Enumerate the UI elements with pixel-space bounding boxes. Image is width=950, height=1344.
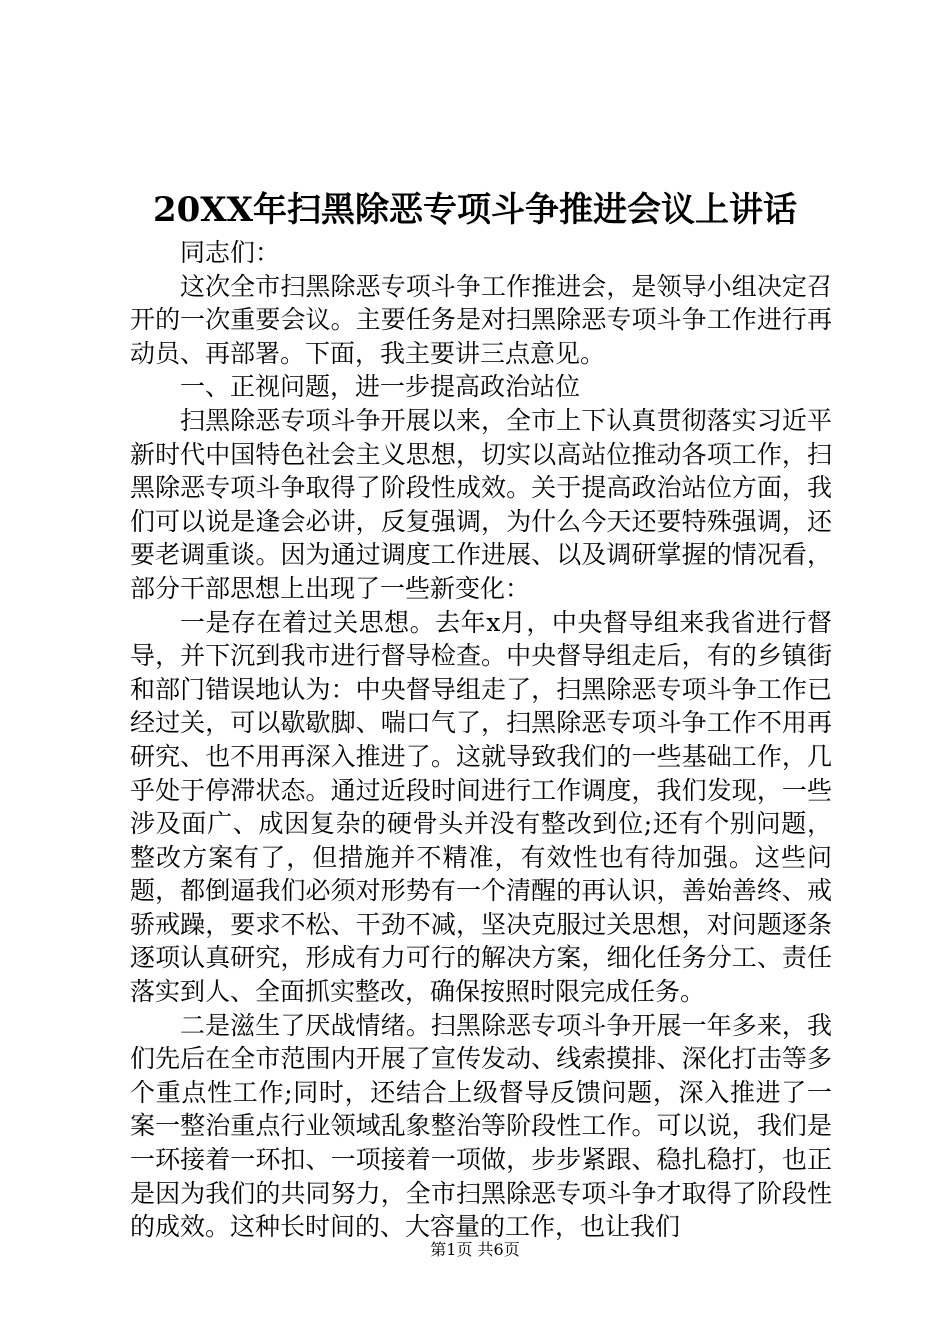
document-body bbox=[130, 236, 832, 1244]
body-paragraph: 扫黑除恶专项斗争开展以来，全市上下认真贯彻落实习近平新时代中国特色社会主义思想，切实以高站位推动各项工作，扫黑除恶专项斗争取得了阶段性成效。关于提高政治站位方面，我们可以说是逢会必讲，反复强调，为什么今天还要特殊强调，还要老调重谈。因为通过调度工作进展、以及调研掌握的情况看，部分干部思想上出现了一些新变化： bbox=[130, 405, 832, 603]
body-paragraph: 一是存在着过关思想。去年x月，中央督导组来我省进行督导，并下沉到我市进行督导检查。中央督导组走后，有的乡镇街和部门错误地认为：中央督导组走了，扫黑除恶专项斗争工作已经过关，可以歇歇脚、喘口气了，扫黑除恶专项斗争工作不用再研究、也不用再深入推进了。这就导致我们的一些基础工作，几乎处于停滞状态。通过近段时间进行工作调度，我们发现，一些涉及面广、成因复杂的硬骨头并没有整改到位;还有个别问题，整改方案有了，但措施并不精准，有效性也有待加强。这些问题，都倒逼我们必须对形势有一个清醒的再认识，善始善终、戒骄戒躁，要求不松、干劲不减，坚决克服过关思想，对问题逐条逐项认真研究，形成有力可行的解决方案，细化任务分工、责任落实到人、全面抓实整改，确保按照时限完成任务。 bbox=[130, 607, 832, 1007]
salutation-paragraph: 同志们： bbox=[180, 238, 281, 267]
intro-paragraph: 这次全市扫黑除恶专项斗争工作推进会，是领导小组决定召开的一次重要会议。主要任务是对扫黑除恶专项斗争工作进行再动员、再部署。下面，我主要讲三点意见。 bbox=[130, 271, 832, 368]
section-heading: 一、正视问题，进一步提高政治站位 bbox=[180, 372, 581, 402]
document-title: 20XX年扫黑除恶专项斗争推进会议上讲话 bbox=[152, 190, 798, 230]
page-number-footer: 第1页 共6页 bbox=[430, 1240, 520, 1259]
body-paragraph: 二是滋生了厌战情绪。扫黑除恶专项斗争开展一年多来，我们先后在全市范围内开展了宣传发动、线索摸排、深化打击等多个重点性工作;同时，还结合上级督导反馈问题，深入推进了一案一整治重点行业领域乱象整治等阶段性工作。可以说，我们是一环接着一环扣、一项接着一项做，步步紧跟、稳扎稳打，也正是因为我们的共同努力，全市扫黑除恶专项斗争才取得了阶段性的成效。这种长时间的、大容量的工作，也让我们 bbox=[130, 1010, 832, 1242]
